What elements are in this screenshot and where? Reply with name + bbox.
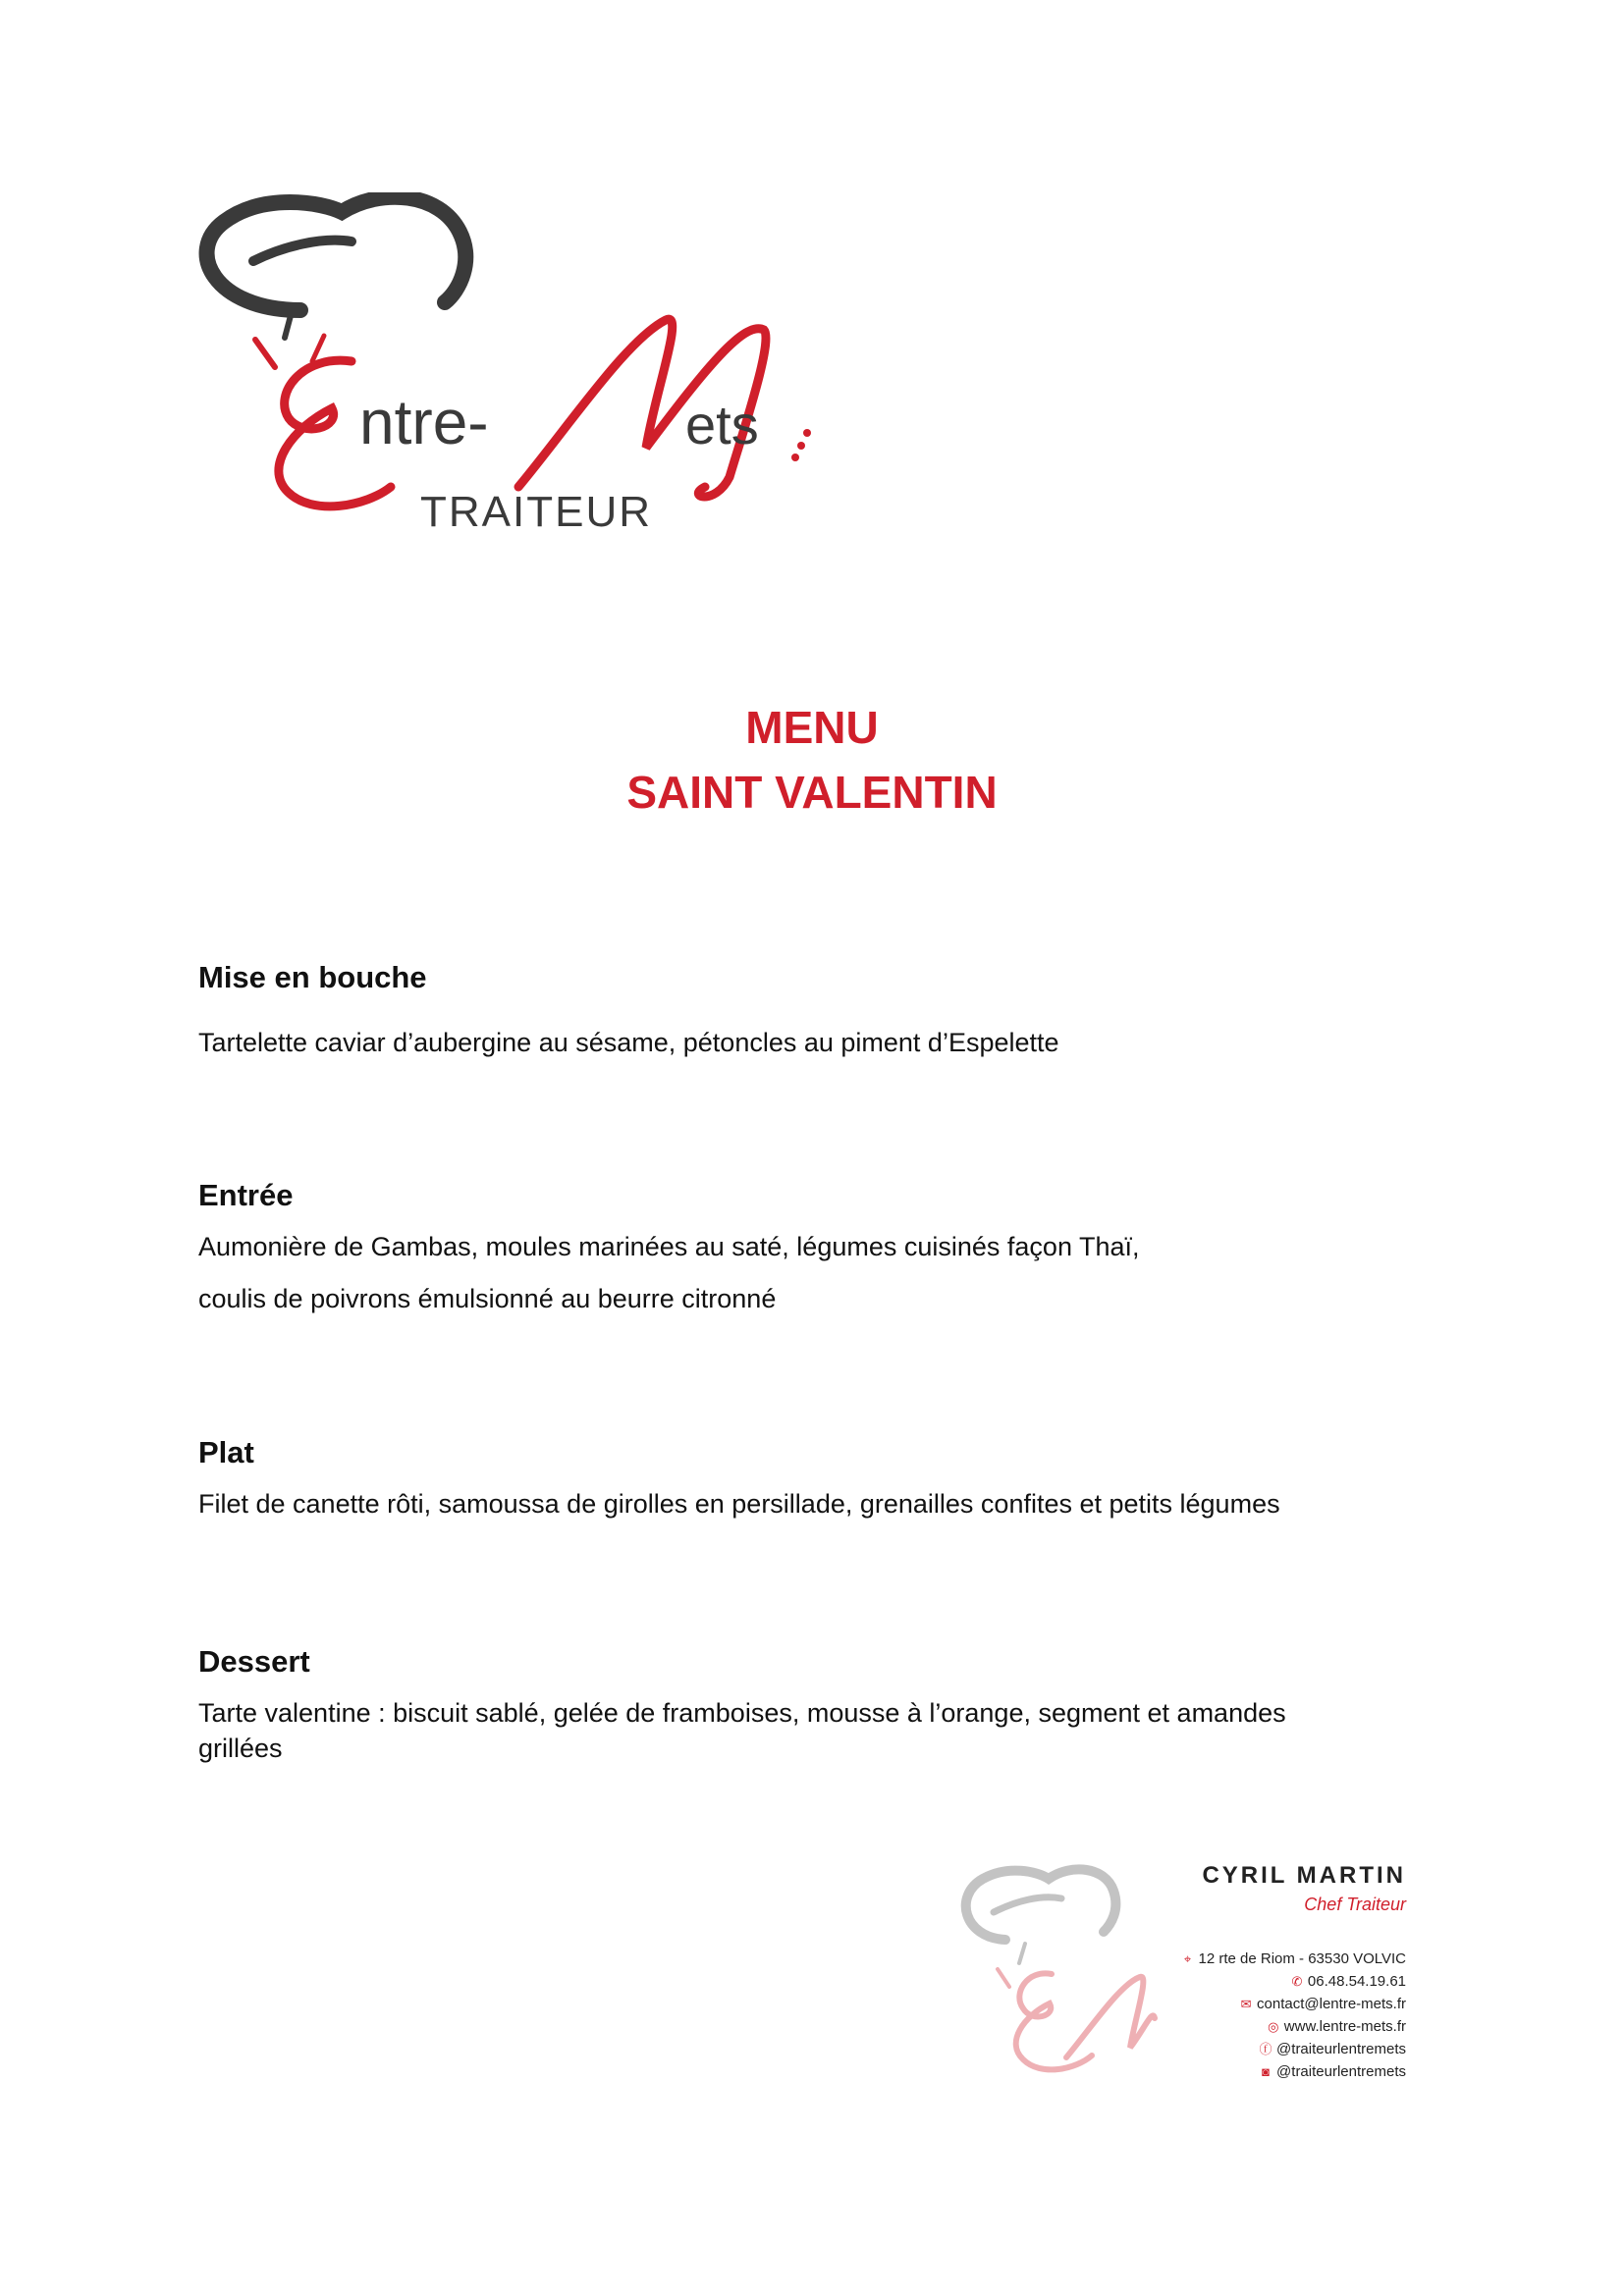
section-line: coulis de poivrons émulsionné au beurre citronné <box>198 1284 777 1313</box>
phone-icon: ✆ <box>1291 1974 1303 1989</box>
section-heading: Mise en bouche <box>198 960 427 994</box>
contact-email-text: contact@lentre-mets.fr <box>1257 1996 1406 2012</box>
section-body <box>198 1025 1416 1060</box>
chef-hat-logo-icon <box>194 192 842 536</box>
section-line: Tarte valentine : biscuit sablé, gelée de framboises, mousse à l’orange, segment et amandes <box>198 1698 1286 1728</box>
contact-phone[interactable] <box>1053 1970 1406 1993</box>
menu-title-line1: MENU <box>745 702 879 753</box>
instagram-icon: ◙ <box>1262 2064 1270 2079</box>
contact-instagram-text: @traiteurlentremets <box>1276 2063 1406 2080</box>
contact-facebook-text: @traiteurlentremets <box>1276 2041 1406 2057</box>
entre-mets-logo <box>194 192 842 536</box>
logo-brand-part2: ets <box>685 394 759 455</box>
section-line: Filet de canette rôti, samoussa de girolles en persillade, grenailles confites et petits légumes <box>198 1489 1280 1519</box>
contact-website-text: www.lentre-mets.fr <box>1283 2018 1406 2035</box>
contact-list <box>1053 1948 1406 2083</box>
section-heading: Entrée <box>198 1178 294 1212</box>
section-line: grillées <box>198 1734 283 1763</box>
contact-email[interactable] <box>1053 1993 1406 2015</box>
section-heading: Dessert <box>198 1644 310 1679</box>
logo-brand-part1: ntre- <box>359 387 489 457</box>
section-body <box>198 1229 1416 1316</box>
section-entree <box>198 1176 1416 1316</box>
menu-title <box>0 695 1624 825</box>
contact-website[interactable] <box>1053 2015 1406 2038</box>
contact-instagram[interactable] <box>1053 2060 1406 2083</box>
section-body <box>198 1486 1416 1522</box>
contact-name: CYRIL MARTIN <box>1202 1862 1406 1889</box>
section-line: Aumonière de Gambas, moules marinées au saté, légumes cuisinés façon Thaï, <box>198 1232 1140 1261</box>
facebook-icon: ⓕ <box>1259 2042 1272 2056</box>
section-plat <box>198 1433 1416 1522</box>
contact-role: Chef Traiteur <box>1304 1895 1406 1914</box>
location-pin-icon: ⌖ <box>1183 1951 1192 1966</box>
menu-title-line2: SAINT VALENTIN <box>626 767 998 818</box>
contact-phone-text: 06.48.54.19.61 <box>1307 1973 1406 1990</box>
section-line: Tartelette caviar d’aubergine au sésame, pétoncles au piment d’Espelette <box>198 1028 1059 1057</box>
section-heading: Plat <box>198 1435 254 1469</box>
section-mise-en-bouche <box>198 958 1416 1060</box>
mail-icon: ✉ <box>1240 1997 1252 2011</box>
logo-subtitle: TRAITEUR <box>420 488 652 536</box>
section-dessert <box>198 1642 1416 1766</box>
contact-facebook[interactable] <box>1053 2038 1406 2060</box>
contact-card <box>1053 1861 1406 2083</box>
globe-icon: ◎ <box>1268 2019 1279 2034</box>
contact-address <box>1053 1948 1406 1970</box>
contact-address-text: 12 rte de Riom - 63530 VOLVIC <box>1198 1950 1406 1967</box>
section-body <box>198 1695 1416 1766</box>
